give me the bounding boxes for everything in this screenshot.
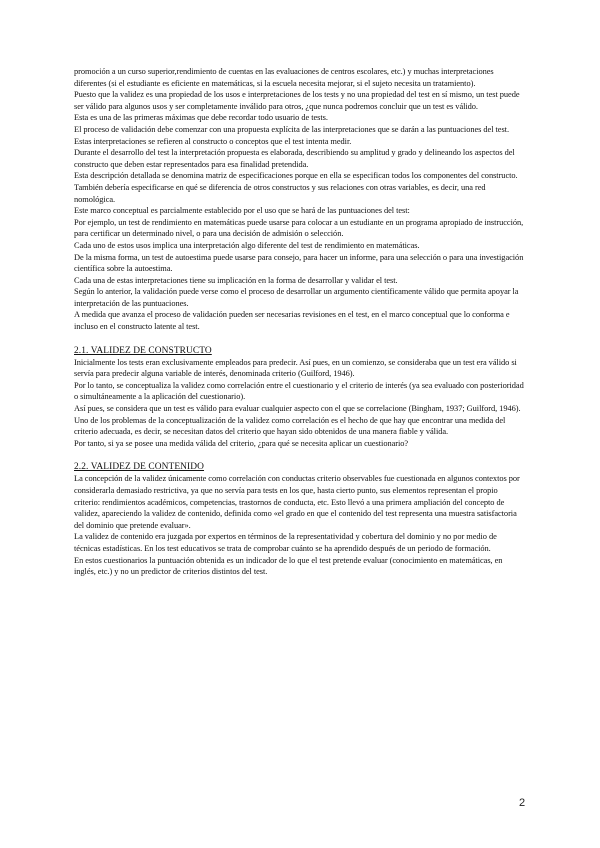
paragraph: De la misma forma, un test de autoestima puede usarse para consejo, para hacer un informe, para una selección o para una investigación científica sobre la autoestima. xyxy=(74,252,524,274)
paragraph: El proceso de validación debe comenzar con una propuesta explícita de las interpretaciones que se darán a las puntuaciones del test. Estas interpretaciones se refieren al constructo o conceptos que el test intenta medir. xyxy=(74,124,510,146)
paragraph: Este marco conceptual es parcialmente establecido por el uso que se hará de las puntuaciones del test: xyxy=(74,206,410,216)
section-heading-validez-contenido: 2.2. VALIDEZ DE CONTENIDO xyxy=(74,462,205,473)
paragraph: Durante el desarrollo del test la interpretación propuesta es elaborada, describiendo su amplitud y grado y delineando los aspectos del constructo que deben estar representados para esa finalidad pretendida. xyxy=(74,148,515,169)
page-body xyxy=(74,66,524,578)
section-validez-contenido xyxy=(74,473,524,577)
paragraph: Cada uno de estos usos implica una interpretación algo diferente del test de rendimiento en matemáticas. xyxy=(74,240,420,250)
paragraph: Esta es una de las primeras máximas que debe recordar todo usuario de tests. xyxy=(74,113,328,123)
paragraph: Inicialmente los tests eran exclusivamente empleados para predecir. Así pues, en un comienzo, se consideraba que un test era válido si servía para predecir alguna variable de interés, denominada criterio (Guilford, 1946). xyxy=(74,357,517,379)
paragraph: La concepción de la validez únicamente como correlación con conductas criterio observables fue cuestionada en algunos contextos por considerarla demasiado restrictiva, ya que no servía para tests en los que, hasta cierto punto, sus elementos representan el propio criterio: rendimientos académicos, competencias, trastornos de conducta, etc. Esto llevó a una primera ampliación del concepto de validez, apareciendo la validez de contenido, definida como «el grado en que el contenido del test representa una muestra satisfactoria del dominio que pretende evaluar». xyxy=(74,474,520,530)
paragraph: Según lo anterior, la validación puede verse como el proceso de desarrollar un argumento científicamente válido que permita apoyar la interpretación de las puntuaciones. xyxy=(74,287,519,308)
paragraph: Por tanto, si ya se posee una medida válida del criterio, ¿para qué se necesita aplicar un cuestionario? xyxy=(74,438,409,448)
section-validez-constructo xyxy=(74,357,524,450)
paragraph: promoción a un curso superior,rendimiento de cuentas en las evaluaciones de centros escolares, etc.) y muchas interpretaciones diferentes (si el estudiante es eficiente en matemáticas, si la escuela necesita mejorar, si el sujeto necesita un tratamiento). xyxy=(74,67,494,88)
paragraph: Puesto que la validez es una propiedad de los usos e interpretaciones de los tests y no una propiedad del test en sí mismo, un test puede ser válido para algunos usos y ser completamente inválido para otros, ¿que nunca podremos concluir que un test es válido. xyxy=(74,90,520,111)
paragraph: Esta descripción detallada se denomina matriz de especificaciones porque en ella se especifican todos los componentes del constructo. También debería especificarse en qué se diferencia de otros constructos y sus relaciones con otras variables, es decir, una red nomológica. xyxy=(74,171,518,204)
paragraph: En estos cuestionarios la puntuación obtenida es un indicador de lo que el test pretende evaluar (conocimiento en matemáticas, en inglés, etc.) y no un predictor de criterios distintos del test. xyxy=(74,555,503,577)
page-number: 2 xyxy=(519,797,526,809)
paragraph: Así pues, se considera que un test es válido para evaluar cualquier aspecto con el que se correlacione (Bingham, 1937; Guilford, 1946). xyxy=(74,404,521,414)
paragraph: Por ejemplo, un test de rendimiento en matemáticas puede usarse para colocar a un estudiante en un programa apropiado de instrucción, para certificar un determinado nivel, o para una decisión de admisión o selección. xyxy=(74,217,524,239)
intro-block xyxy=(74,66,524,333)
paragraph: Cada una de estas interpretaciones tiene su implicación en la forma de desarrollar y validar el test. xyxy=(74,275,398,285)
paragraph: La validez de contenido era juzgada por expertos en términos de la representatividad y cobertura del dominio y no por medio de técnicas estadísticas. En los test educativos se trata de comprobar cuánto se ha aprendido después de un periodo de formación. xyxy=(74,532,497,553)
paragraph: A medida que avanza el proceso de validación pueden ser necesarias revisiones en el test, en el marco conceptual que lo conforma e incluso en el constructo latente al test. xyxy=(74,310,510,332)
paragraph: Uno de los problemas de la conceptualización de la validez como correlación es el hecho de que hay que encontrar una medida del criterio adecuada, es decir, se necesitan datos del criterio que hayan sido obtenidos de una manera fiable y válida. xyxy=(74,415,506,437)
paragraph: Por lo tanto, se conceptualiza la validez como correlación entre el cuestionario y el criterio de interés (ya sea evaluado con posterioridad o simultáneamente a la aplicación del cuestionario). xyxy=(74,380,524,402)
section-heading-validez-constructo: 2.1. VALIDEZ DE CONSTRUCTO xyxy=(74,345,212,356)
